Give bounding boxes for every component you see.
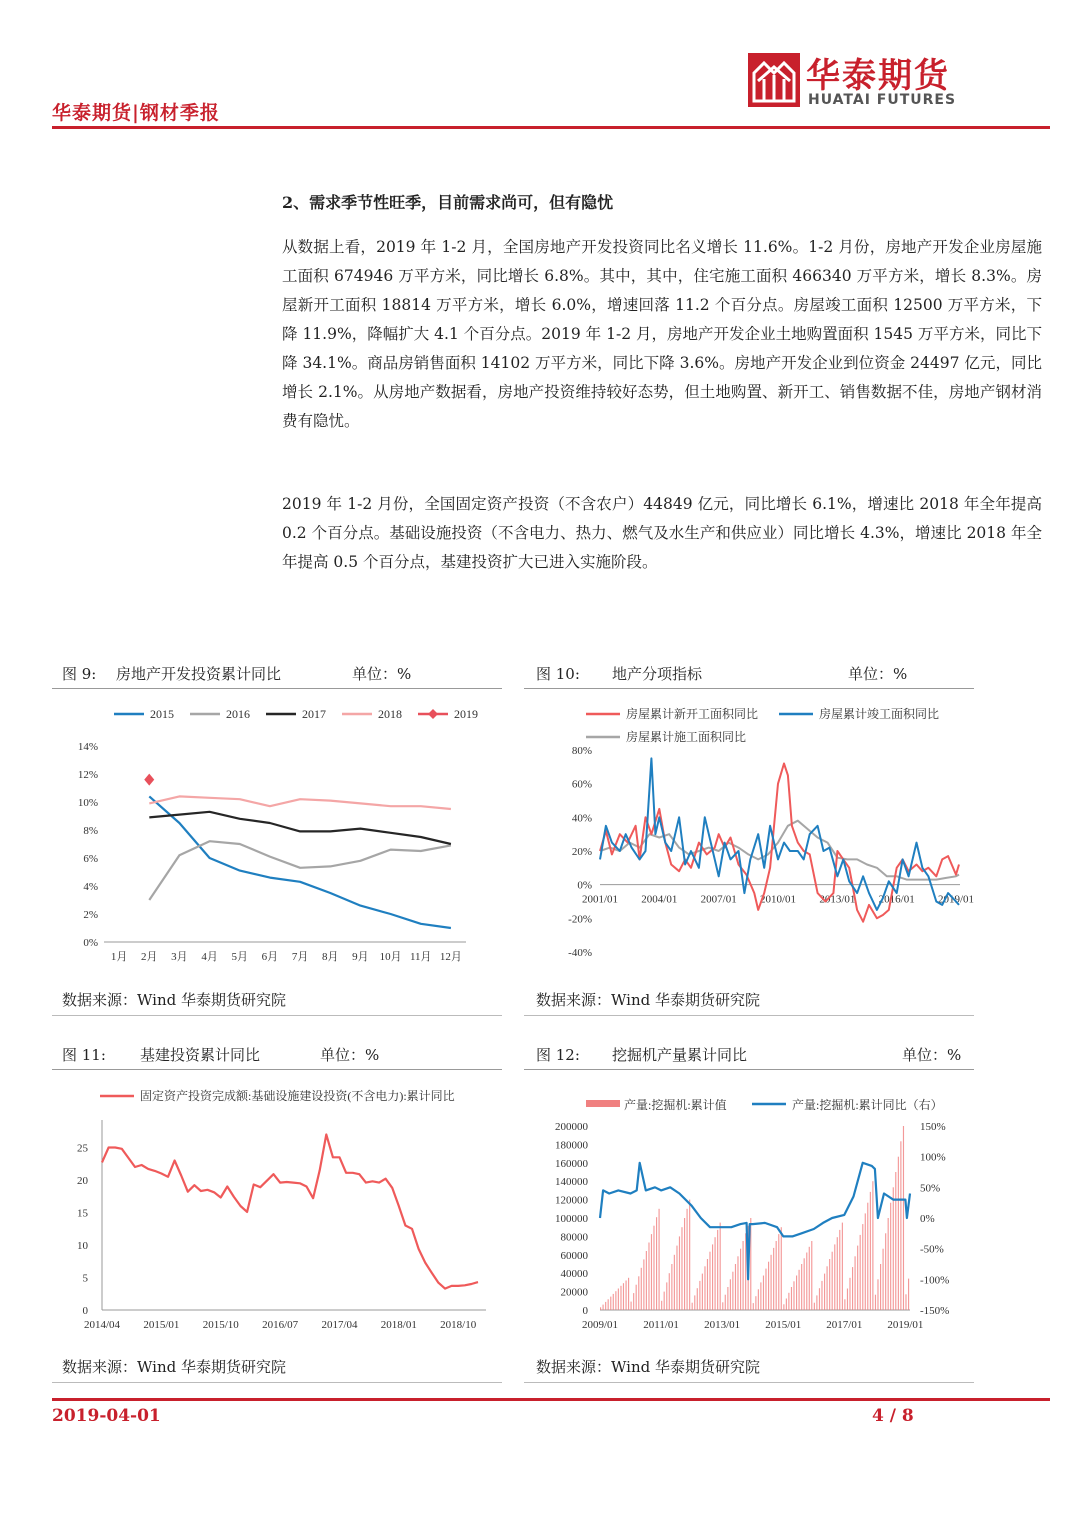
- y-left-tick-label: 80000: [560, 1231, 588, 1244]
- bar-monthly-cumulative: [765, 1269, 766, 1310]
- y-tick-label: 0%: [83, 937, 98, 949]
- y-left-tick-label: 0: [582, 1305, 588, 1317]
- y-tick-label: 20%: [571, 846, 592, 858]
- bar-monthly-cumulative: [697, 1288, 698, 1310]
- bar-monthly-cumulative: [727, 1287, 728, 1310]
- bar-monthly-cumulative: [651, 1234, 652, 1310]
- y-right-tick-label: -150%: [920, 1305, 950, 1317]
- y-tick-label: 0: [82, 1305, 88, 1317]
- bar-monthly-cumulative: [804, 1258, 805, 1310]
- bar-monthly-cumulative: [641, 1268, 642, 1310]
- bar-monthly-cumulative: [653, 1226, 654, 1310]
- x-tick-label: 2018/10: [440, 1319, 477, 1331]
- y-tick-label: 10: [77, 1240, 88, 1252]
- figure-11-source: 数据来源：Wind 华泰期货研究院: [62, 1358, 286, 1376]
- bar-monthly-cumulative: [783, 1304, 784, 1310]
- x-tick-label: 12月: [439, 951, 462, 963]
- bar-monthly-cumulative: [885, 1233, 886, 1310]
- bar-monthly-cumulative: [773, 1248, 774, 1310]
- bar-monthly-cumulative: [890, 1203, 891, 1310]
- y-tick-label: 15: [77, 1207, 88, 1220]
- bar-monthly-cumulative: [786, 1299, 787, 1311]
- x-tick-label: 9月: [352, 951, 369, 963]
- caption-rule: [52, 1069, 502, 1070]
- bar-monthly-cumulative: [842, 1223, 843, 1310]
- y-left-tick-label: 20000: [560, 1286, 588, 1299]
- x-tick-label: 2011/01: [643, 1319, 679, 1331]
- bar-monthly-cumulative: [837, 1237, 838, 1310]
- bar-monthly-cumulative: [648, 1243, 649, 1311]
- bar-monthly-cumulative: [816, 1295, 817, 1310]
- y-right-tick-label: 100%: [920, 1151, 946, 1164]
- bar-monthly-cumulative: [908, 1279, 909, 1310]
- series-2018-line: [149, 796, 451, 809]
- y-tick-label: -20%: [568, 913, 592, 926]
- bar-monthly-cumulative: [633, 1293, 634, 1310]
- bar-monthly-cumulative: [893, 1187, 894, 1310]
- bar-monthly-cumulative: [743, 1241, 744, 1310]
- caption-rule: [524, 1069, 974, 1070]
- bar-monthly-cumulative: [623, 1283, 624, 1310]
- y-right-tick-label: -50%: [920, 1243, 944, 1256]
- bar-monthly-cumulative: [903, 1126, 904, 1310]
- bar-monthly-cumulative: [753, 1303, 754, 1310]
- x-tick-label: 2018/01: [380, 1319, 417, 1331]
- bar-monthly-cumulative: [613, 1294, 614, 1310]
- y-right-tick-label: -100%: [920, 1274, 950, 1287]
- x-tick-label: 2016/01: [878, 893, 915, 906]
- bar-monthly-cumulative: [712, 1244, 713, 1310]
- bar-monthly-cumulative: [880, 1264, 881, 1310]
- bar-monthly-cumulative: [857, 1246, 858, 1310]
- source-rule: [52, 1382, 502, 1383]
- bar-monthly-cumulative: [626, 1281, 627, 1311]
- legend-label: 2018: [378, 707, 402, 721]
- x-tick-label: 2017/01: [826, 1319, 863, 1331]
- series-2019-point: [144, 774, 154, 786]
- figure-number: 图 9:: [62, 665, 97, 683]
- bar-monthly-cumulative: [883, 1249, 884, 1310]
- bar-monthly-cumulative: [860, 1235, 861, 1310]
- y-tick-label: 12%: [77, 769, 98, 781]
- bar-monthly-cumulative: [689, 1200, 690, 1310]
- bar-monthly-cumulative: [829, 1259, 830, 1310]
- y-left-tick-label: 60000: [560, 1249, 588, 1262]
- figure-12-source: 数据来源：Wind 华泰期货研究院: [536, 1358, 760, 1376]
- bar-monthly-cumulative: [888, 1218, 889, 1310]
- y-left-tick-label: 140000: [555, 1176, 588, 1189]
- bar-monthly-cumulative: [666, 1282, 667, 1310]
- bar-monthly-cumulative: [870, 1192, 871, 1310]
- figure-number: 图 12:: [536, 1046, 580, 1064]
- bar-monthly-cumulative: [895, 1172, 896, 1310]
- bar-monthly-cumulative: [681, 1227, 682, 1310]
- bar-monthly-cumulative: [671, 1264, 672, 1310]
- bar-monthly-cumulative: [674, 1255, 675, 1310]
- y-tick-label: 25: [77, 1142, 88, 1155]
- y-left-tick-label: 200000: [555, 1121, 588, 1133]
- bar-monthly-cumulative: [865, 1213, 866, 1310]
- x-tick-label: 2013/01: [704, 1319, 741, 1331]
- series-2016-line: [149, 841, 451, 900]
- bar-monthly-cumulative: [679, 1236, 680, 1310]
- figure-10-source: 数据来源：Wind 华泰期货研究院: [536, 991, 760, 1009]
- bar-monthly-cumulative: [799, 1270, 800, 1310]
- y-left-tick-label: 160000: [555, 1157, 588, 1170]
- x-tick-label: 2014/04: [83, 1319, 121, 1331]
- bar-monthly-cumulative: [905, 1294, 906, 1310]
- bar-monthly-cumulative: [793, 1281, 794, 1310]
- source-rule: [524, 1015, 974, 1016]
- bar-monthly-cumulative: [862, 1224, 863, 1310]
- x-tick-label: 2015/01: [765, 1319, 802, 1331]
- figure-title: 挖掘机产量累计同比: [612, 1046, 748, 1064]
- bar-monthly-cumulative: [796, 1276, 797, 1311]
- bar-monthly-cumulative: [849, 1278, 850, 1310]
- paragraph-2: 2019 年 1-2 月份，全国固定资产投资（不含农户）44849 亿元，同比增长 6.1%，增速比 2018 年全年提高 0.2 个百分点。基础设施投资（不含电力、热力、燃气及水生产和供应业）同比增长 4.3%，增速比 2018 年全年提高 0.5 个百分点，基建投资扩大已进入实施阶段。: [282, 495, 1042, 571]
- legend-label: 房屋累计新开工面积同比: [626, 707, 759, 721]
- figure-unit: 单位：%: [352, 665, 412, 683]
- x-tick-label: 6月: [261, 951, 279, 963]
- bar-monthly-cumulative: [638, 1276, 639, 1310]
- bar-monthly-cumulative: [776, 1241, 777, 1310]
- bar-monthly-cumulative: [827, 1266, 828, 1310]
- bar-monthly-cumulative: [832, 1252, 833, 1310]
- bar-monthly-cumulative: [898, 1157, 899, 1310]
- y-left-tick-label: 120000: [555, 1194, 588, 1207]
- x-tick-label: 2009/01: [581, 1319, 619, 1331]
- bar-monthly-cumulative: [664, 1292, 665, 1310]
- section-title: 2、需求季节性旺季，目前需求尚可，但有隐忧: [282, 193, 614, 212]
- x-tick-label: 8月: [322, 951, 339, 963]
- legend-label: 2019: [454, 707, 478, 721]
- legend-label: 2015: [150, 707, 174, 721]
- bar-monthly-cumulative: [872, 1181, 873, 1310]
- huatai-logo-icon: [748, 53, 800, 107]
- bar-monthly-cumulative: [628, 1278, 629, 1310]
- figure-title: 房地产开发投资累计同比: [116, 665, 282, 683]
- bar-monthly-cumulative: [608, 1299, 609, 1310]
- bar-monthly-cumulative: [811, 1241, 812, 1310]
- bar-monthly-cumulative: [643, 1259, 644, 1310]
- bar-monthly-cumulative: [684, 1218, 685, 1310]
- legend-label: 房屋累计竣工面积同比: [819, 707, 940, 721]
- bar-monthly-cumulative: [900, 1141, 901, 1310]
- x-tick-label: 2017/04: [321, 1319, 358, 1331]
- bar-monthly-cumulative: [610, 1297, 611, 1310]
- y-tick-label: 20: [77, 1175, 88, 1187]
- legend-label: 房屋累计施工面积同比: [626, 730, 747, 744]
- bar-monthly-cumulative: [821, 1281, 822, 1310]
- bar-monthly-cumulative: [702, 1274, 703, 1310]
- figure-title: 地产分项指标: [612, 665, 703, 683]
- x-tick-label: 5月: [231, 951, 248, 963]
- x-tick-label: 7月: [291, 951, 309, 963]
- legend-swatch: [586, 1100, 620, 1107]
- legend-label: 2017: [302, 707, 326, 721]
- figure-unit: 单位：%: [848, 665, 908, 683]
- bar-monthly-cumulative: [867, 1203, 868, 1310]
- x-tick-label: 2013/01: [819, 893, 856, 906]
- y-right-tick-label: 150%: [920, 1121, 946, 1133]
- y-left-tick-label: 100000: [555, 1213, 588, 1225]
- bar-monthly-cumulative: [603, 1305, 604, 1310]
- y-tick-label: 80%: [571, 745, 592, 757]
- bar-monthly-cumulative: [745, 1233, 746, 1310]
- y-tick-label: 8%: [83, 825, 98, 837]
- bar-monthly-cumulative: [763, 1276, 764, 1311]
- bar-monthly-cumulative: [740, 1249, 741, 1310]
- x-tick-label: 2月: [141, 951, 158, 963]
- y-tick-label: 4%: [83, 881, 98, 893]
- x-tick-label: 3月: [171, 951, 188, 963]
- x-tick-label: 2007/01: [700, 893, 737, 906]
- x-tick-label: 2004/01: [641, 893, 678, 906]
- chart-re-investment: [52, 694, 502, 984]
- bar-monthly-cumulative: [605, 1302, 606, 1310]
- y-tick-label: 14%: [77, 741, 98, 753]
- bar-monthly-cumulative: [755, 1296, 756, 1310]
- series-line: [102, 1135, 478, 1289]
- x-tick-label: 2010/01: [759, 893, 797, 906]
- bar-monthly-cumulative: [600, 1307, 601, 1310]
- y-tick-label: 6%: [83, 853, 98, 865]
- footer-page-number: 4 / 8: [872, 1406, 914, 1426]
- bar-monthly-cumulative: [676, 1246, 677, 1310]
- bar-monthly-cumulative: [699, 1281, 700, 1310]
- y-tick-label: -40%: [568, 947, 592, 959]
- bar-monthly-cumulative: [707, 1259, 708, 1310]
- series-2015-line: [149, 796, 451, 928]
- bar-monthly-cumulative: [732, 1272, 733, 1310]
- chart-excavator: [524, 1076, 980, 1346]
- legend-label: 固定资产投资完成额:基础设施建设投资(不含电力):累计同比: [140, 1089, 455, 1103]
- paragraph-1: 从数据上看，2019 年 1-2 月，全国房地产开发投资同比名义增长 11.6%。1-2 月份，房地产开发企业房屋施工面积 674946 万平方米，同比增长 6.8%。其中，其中，住宅施工面积 466340 万平方米，增长 8.3%。房屋新开工面积 18814 万平方米，增长 6.0%，增速回落 11.2 个百分点。房屋竣工面积 12500 万平方米，下降 11.9%，降幅扩大 4.1 个百分点。2019 年 1-2 月，房地产开发企业土地购置面积 1545 万平方米，同比下降 34.1%。商品房销售面积 14102 万平方米，同比下降 3.6%。房地产开发企业到位资金 24497 亿元，同比增长 2.1%。从房地产数据看，房地产投资维持较好态势，但土地购置、新开工、销售数据不佳，房地产钢材消费有隐忧。: [282, 238, 1042, 430]
- bar-monthly-cumulative: [722, 1302, 723, 1310]
- y-tick-label: 10%: [77, 797, 98, 809]
- bar-monthly-cumulative: [709, 1252, 710, 1310]
- bar-monthly-cumulative: [768, 1262, 769, 1310]
- bar-monthly-cumulative: [877, 1279, 878, 1310]
- bar-monthly-cumulative: [855, 1256, 856, 1310]
- bar-monthly-cumulative: [692, 1303, 693, 1310]
- figure-number: 图 10:: [536, 665, 580, 683]
- caption-rule: [52, 688, 502, 689]
- x-tick-label: 2001/01: [581, 893, 619, 906]
- bar-monthly-cumulative: [636, 1285, 637, 1310]
- bar-monthly-cumulative: [771, 1255, 772, 1310]
- source-rule: [52, 1015, 502, 1016]
- bar-monthly-cumulative: [717, 1230, 718, 1310]
- bar-monthly-cumulative: [659, 1209, 660, 1310]
- bar-monthly-cumulative: [661, 1301, 662, 1310]
- x-tick-label: 2019/01: [938, 893, 975, 906]
- x-tick-label: 4月: [201, 951, 218, 963]
- y-right-tick-label: 50%: [920, 1182, 941, 1195]
- bar-monthly-cumulative: [824, 1274, 825, 1310]
- source-rule: [524, 1382, 974, 1383]
- figure-number: 图 11:: [62, 1046, 106, 1064]
- legend-label: 产量:挖掘机:累计值: [624, 1098, 727, 1112]
- bar-monthly-cumulative: [735, 1264, 736, 1310]
- chart-re-indicators: [524, 694, 980, 984]
- header-rule: [52, 126, 1050, 129]
- bar-monthly-cumulative: [852, 1267, 853, 1310]
- chart-infrastructure: [52, 1076, 502, 1346]
- x-tick-label: 10月: [379, 951, 402, 963]
- bar-monthly-cumulative: [806, 1253, 807, 1311]
- legend-marker-2019: [428, 709, 438, 719]
- bar-monthly-cumulative: [801, 1264, 802, 1310]
- x-tick-label: 2019/01: [887, 1319, 924, 1331]
- bar-monthly-cumulative: [758, 1289, 759, 1310]
- footer-date: 2019-04-01: [52, 1406, 161, 1426]
- figure-9-source: 数据来源：Wind 华泰期货研究院: [62, 991, 286, 1009]
- legend-label: 2016: [226, 707, 250, 721]
- x-tick-label: 11月: [409, 951, 432, 963]
- bar-monthly-cumulative: [646, 1251, 647, 1310]
- caption-rule: [524, 688, 974, 689]
- y-left-tick-label: 180000: [555, 1139, 588, 1152]
- bar-monthly-cumulative: [819, 1288, 820, 1310]
- bar-monthly-cumulative: [620, 1286, 621, 1310]
- logo-cn-text: 华泰期货: [806, 56, 950, 96]
- bar-monthly-cumulative: [656, 1217, 657, 1310]
- bar-monthly-cumulative: [788, 1293, 789, 1310]
- bar-monthly-cumulative: [730, 1279, 731, 1310]
- x-tick-label: 2015/01: [143, 1319, 180, 1331]
- bar-monthly-cumulative: [615, 1291, 616, 1310]
- x-tick-label: 1月: [110, 951, 128, 963]
- bar-monthly-cumulative: [844, 1299, 845, 1310]
- bar-monthly-cumulative: [618, 1289, 619, 1311]
- bar-monthly-cumulative: [778, 1234, 779, 1310]
- figure-unit: 单位：%: [902, 1046, 962, 1064]
- y-left-tick-label: 40000: [560, 1268, 588, 1281]
- bar-monthly-cumulative: [669, 1273, 670, 1310]
- footer-rule: [52, 1398, 1050, 1401]
- y-tick-label: 5: [82, 1272, 88, 1285]
- y-right-tick-label: 0%: [920, 1213, 935, 1225]
- bar-monthly-cumulative: [631, 1302, 632, 1310]
- bar-monthly-cumulative: [809, 1247, 810, 1310]
- figure-title: 基建投资累计同比: [140, 1046, 261, 1064]
- bar-monthly-cumulative: [720, 1223, 721, 1310]
- y-tick-label: 40%: [571, 812, 592, 825]
- bar-monthly-cumulative: [737, 1256, 738, 1310]
- header-title: 华泰期货|钢材季报: [52, 102, 220, 124]
- bar-monthly-cumulative: [725, 1295, 726, 1310]
- y-tick-label: 60%: [571, 778, 592, 791]
- logo-en-text: HUATAI FUTURES: [808, 92, 957, 108]
- bar-monthly-cumulative: [760, 1282, 761, 1310]
- bar-monthly-cumulative: [704, 1266, 705, 1310]
- bar-monthly-cumulative: [781, 1227, 782, 1310]
- bar-monthly-cumulative: [715, 1237, 716, 1310]
- bar-monthly-cumulative: [834, 1244, 835, 1310]
- x-tick-label: 2015/10: [202, 1319, 239, 1331]
- y-tick-label: 0%: [577, 879, 592, 892]
- y-tick-label: 2%: [83, 909, 98, 921]
- bar-monthly-cumulative: [847, 1289, 848, 1311]
- bar-monthly-cumulative: [694, 1295, 695, 1310]
- bar-monthly-cumulative: [687, 1209, 688, 1310]
- bar-monthly-cumulative: [839, 1230, 840, 1310]
- bar-monthly-cumulative: [814, 1303, 815, 1310]
- figure-unit: 单位：%: [320, 1046, 380, 1064]
- legend-label: 产量:挖掘机:累计同比（右）: [792, 1098, 943, 1112]
- bar-monthly-cumulative: [875, 1295, 876, 1310]
- x-tick-label: 2016/07: [262, 1319, 299, 1331]
- bar-monthly-cumulative: [791, 1287, 792, 1310]
